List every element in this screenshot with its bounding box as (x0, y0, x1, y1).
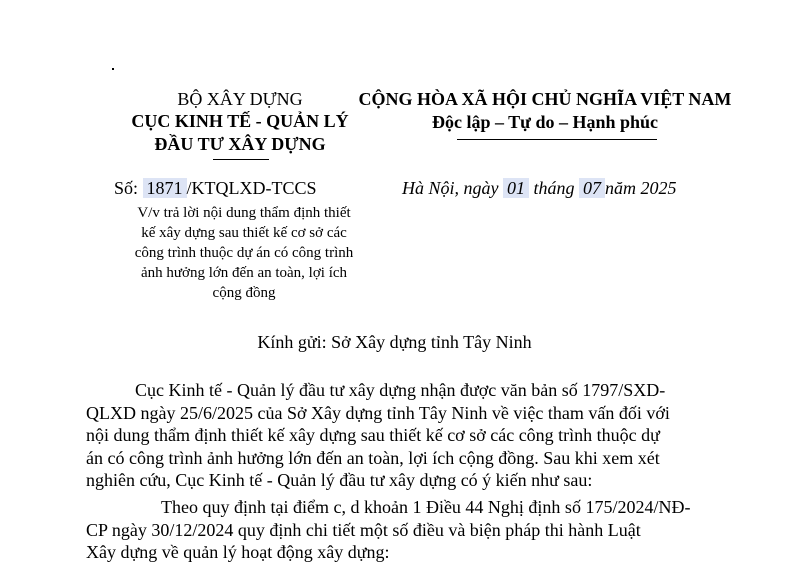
subject-line: V/v trả lời nội dung thẩm định thiết (137, 205, 351, 221)
paragraph-line: Theo quy định tại điểm c, d khoản 1 Điều 44 Nghị định số 175/2024/NĐ- (161, 497, 691, 517)
date-month-label: tháng (533, 178, 575, 198)
department-name-line2: ĐẦU TƯ XÂY DỰNG (154, 134, 326, 154)
right-header-underline (457, 139, 657, 140)
document-date (402, 178, 677, 199)
paragraph-line: nội dung thẩm định thiết kế xây dựng sau thiết kế cơ sở các công trình thuộc dự (86, 425, 660, 445)
paragraph-line: nghiên cứu, Cục Kinh tế - Quản lý đầu tư xây dựng có ý kiến như sau: (86, 470, 593, 490)
subject-line: công trình thuộc dự án có công trình (134, 245, 354, 261)
document-number-suffix: /KTQLXD-TCCS (186, 178, 317, 198)
body-paragraph-2 (86, 496, 711, 564)
document-number-value: 1871 (143, 178, 187, 198)
national-title: CỘNG HÒA XÃ HỘI CHỦ NGHĨA VIỆT NAM (358, 89, 732, 109)
paragraph-line: QLXD ngày 25/6/2025 của Sở Xây dựng tỉnh Tây Ninh về việc tham vấn đối với (86, 402, 670, 423)
recipient-line: Kính gửi: Sở Xây dựng tỉnh Tây Ninh (257, 332, 532, 352)
ministry-name: BỘ XÂY DỰNG (177, 89, 303, 109)
stray-dot (112, 68, 114, 70)
date-month: 07 (579, 178, 605, 198)
department-name-line1: CỤC KINH TẾ - QUẢN LÝ (131, 111, 349, 131)
date-year: năm 2025 (605, 178, 677, 198)
body-paragraph-1 (86, 379, 711, 492)
paragraph-line: Xây dựng về quản lý hoạt động xây dựng: (86, 542, 390, 562)
left-header-underline (213, 159, 269, 160)
subject-line: cộng đồng (212, 285, 276, 301)
subject-line: kế xây dựng sau thiết kế cơ sở các (141, 225, 347, 241)
date-place-label: Hà Nội, ngày (402, 178, 499, 198)
subject-line: ảnh hưởng lớn đến an toàn, lợi ích (140, 265, 348, 281)
document-number-prefix: Số: (114, 178, 139, 198)
national-motto: Độc lập – Tự do – Hạnh phúc (431, 112, 659, 132)
paragraph-line: Cục Kinh tế - Quản lý đầu tư xây dựng nhận được văn bản số 1797/SXD- (135, 380, 666, 400)
paragraph-line: án có công trình ảnh hưởng lớn đến an toàn, lợi ích cộng đồng. Sau khi xem xét (86, 447, 660, 468)
document-subject (70, 203, 418, 303)
paragraph-line: CP ngày 30/12/2024 quy định chi tiết một số điều và biện pháp thi hành Luật (86, 519, 641, 540)
document-number (114, 178, 317, 199)
date-day: 01 (503, 178, 529, 198)
